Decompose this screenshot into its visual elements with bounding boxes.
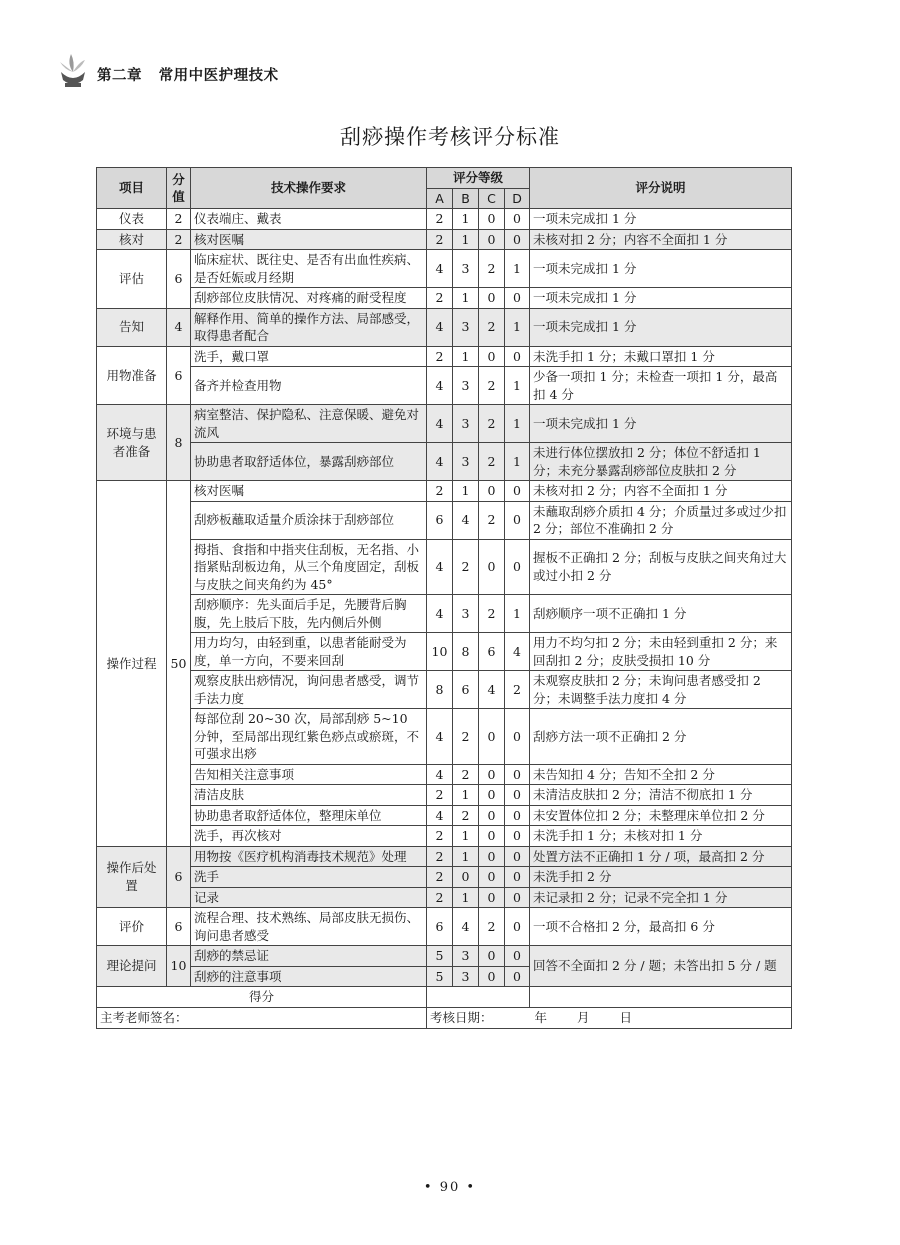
category-cell: 环境与患者准备 xyxy=(97,405,167,481)
scoring-table xyxy=(96,167,792,1029)
category-cell: 用物准备 xyxy=(97,346,167,405)
requirement-cell: 临床症状、既往史、是否有出血性疾病、是否妊娠或月经期 xyxy=(191,250,427,288)
note-cell: 未洗手扣 1 分；未核对扣 1 分 xyxy=(530,826,792,847)
page-title: 刮痧操作考核评分标准 xyxy=(340,125,560,149)
grade-cell: 1 xyxy=(453,826,479,847)
table-row xyxy=(97,887,792,908)
grade-cell: 2 xyxy=(505,671,530,709)
header-row xyxy=(97,168,792,189)
grade-cell: 1 xyxy=(453,846,479,867)
grade-cell: 3 xyxy=(453,367,479,405)
date-label: 考核日期： xyxy=(430,1010,493,1026)
requirement-cell: 核对医嘱 xyxy=(191,229,427,250)
grade-cell: 0 xyxy=(479,805,505,826)
note-cell: 未进行体位摆放扣 2 分；体位不舒适扣 1 分；未充分暴露刮痧部位皮肤扣 2 分 xyxy=(530,443,792,481)
table-row xyxy=(97,539,792,595)
grade-cell: 0 xyxy=(505,867,530,888)
note-cell: 一项不合格扣 2 分，最高扣 6 分 xyxy=(530,908,792,946)
category-cell: 操作过程 xyxy=(97,481,167,847)
grade-cell: 2 xyxy=(427,785,453,806)
note-cell: 用力不均匀扣 2 分；未由轻到重扣 2 分；来回刮扣 2 分；皮肤受损扣 10 分 xyxy=(530,633,792,671)
grade-cell: 0 xyxy=(479,481,505,502)
grade-cell: 0 xyxy=(505,209,530,230)
grade-cell: 6 xyxy=(479,633,505,671)
grade-cell: 0 xyxy=(479,846,505,867)
grade-cell: 0 xyxy=(479,785,505,806)
grade-cell: 0 xyxy=(479,887,505,908)
table-row xyxy=(97,826,792,847)
grade-cell: 3 xyxy=(453,443,479,481)
grade-cell: 2 xyxy=(453,539,479,595)
grade-cell: 0 xyxy=(479,946,505,967)
grade-cell: 5 xyxy=(427,946,453,967)
year-label: 年 xyxy=(534,1010,548,1026)
requirement-cell: 病室整洁、保护隐私、注意保暖、避免对流风 xyxy=(191,405,427,443)
header-item: 项目 xyxy=(97,168,167,209)
table-row xyxy=(97,946,792,967)
note-cell: 未记录扣 2 分；记录不完全扣 1 分 xyxy=(530,887,792,908)
note-cell: 一项未完成扣 1 分 xyxy=(530,405,792,443)
grade-cell: 0 xyxy=(505,826,530,847)
grade-cell: 3 xyxy=(453,966,479,987)
table-row xyxy=(97,846,792,867)
requirement-cell: 拇指、食指和中指夹住刮板，无名指、小指紧贴刮板边角，从三个角度固定，刮板与皮肤之间夹角约为 45° xyxy=(191,539,427,595)
grade-cell: 2 xyxy=(479,595,505,633)
grade-cell: 0 xyxy=(479,288,505,309)
note-cell: 刮痧方法一项不正确扣 2 分 xyxy=(530,709,792,765)
grade-cell: 0 xyxy=(479,346,505,367)
requirement-cell: 洗手，再次核对 xyxy=(191,826,427,847)
month-label: 月 xyxy=(577,1010,590,1026)
day-label: 日 xyxy=(619,1010,633,1026)
score-cell: 6 xyxy=(167,346,191,405)
note-cell: 一项未完成扣 1 分 xyxy=(530,308,792,346)
pot-herb-icon xyxy=(55,50,91,90)
table-row xyxy=(97,867,792,888)
table-row xyxy=(97,709,792,765)
score-cell: 4 xyxy=(167,308,191,346)
table-row xyxy=(97,250,792,288)
grade-cell: 4 xyxy=(427,367,453,405)
category-cell: 评估 xyxy=(97,250,167,309)
grade-cell: 1 xyxy=(505,443,530,481)
requirement-cell: 用力均匀，由轻到重，以患者能耐受为度，单一方向，不要来回刮 xyxy=(191,633,427,671)
requirement-cell: 洗手，戴口罩 xyxy=(191,346,427,367)
grade-cell: 0 xyxy=(453,867,479,888)
grade-cell: 6 xyxy=(427,908,453,946)
requirement-cell: 流程合理、技术熟练、局部皮肤无损伤、询问患者感受 xyxy=(191,908,427,946)
grade-cell: 0 xyxy=(479,539,505,595)
note-cell: 一项未完成扣 1 分 xyxy=(530,209,792,230)
table-row xyxy=(97,308,792,346)
grade-cell: 0 xyxy=(505,288,530,309)
grade-cell: 2 xyxy=(427,846,453,867)
note-cell: 未安置体位扣 2 分；未整理床单位扣 2 分 xyxy=(530,805,792,826)
grade-cell: 10 xyxy=(427,633,453,671)
note-cell: 未蘸取刮痧介质扣 4 分；介质量过多或过少扣 2 分；部位不准确扣 2 分 xyxy=(530,501,792,539)
total-grade-cell xyxy=(427,987,530,1008)
score-cell: 6 xyxy=(167,846,191,908)
grade-cell: 2 xyxy=(479,443,505,481)
table-row xyxy=(97,209,792,230)
grade-cell: 1 xyxy=(453,288,479,309)
grade-cell: 1 xyxy=(505,595,530,633)
table-body xyxy=(97,209,792,987)
grade-cell: 2 xyxy=(479,367,505,405)
grade-cell: 2 xyxy=(479,405,505,443)
grade-level-c: C xyxy=(479,188,505,209)
requirement-cell: 洗手 xyxy=(191,867,427,888)
grade-level-d: D xyxy=(505,188,530,209)
table-row xyxy=(97,595,792,633)
category-cell: 评价 xyxy=(97,908,167,946)
total-note-cell xyxy=(530,987,792,1008)
requirement-cell: 记录 xyxy=(191,887,427,908)
grade-cell: 6 xyxy=(453,671,479,709)
note-cell: 一项未完成扣 1 分 xyxy=(530,250,792,288)
grade-cell: 1 xyxy=(505,405,530,443)
requirement-cell: 刮痧的注意事项 xyxy=(191,966,427,987)
note-cell: 少备一项扣 1 分；未检查一项扣 1 分，最高扣 4 分 xyxy=(530,367,792,405)
grade-cell: 0 xyxy=(479,826,505,847)
grade-cell: 2 xyxy=(427,288,453,309)
requirement-cell: 告知相关注意事项 xyxy=(191,764,427,785)
grade-cell: 4 xyxy=(427,539,453,595)
grade-level-a: A xyxy=(427,188,453,209)
grade-cell: 1 xyxy=(505,250,530,288)
grade-cell: 4 xyxy=(427,805,453,826)
table-row xyxy=(97,805,792,826)
grade-cell: 3 xyxy=(453,946,479,967)
grade-cell: 0 xyxy=(479,229,505,250)
requirement-cell: 仪表端庄、戴表 xyxy=(191,209,427,230)
grade-cell: 0 xyxy=(505,887,530,908)
note-cell: 未核对扣 2 分；内容不全面扣 1 分 xyxy=(530,229,792,250)
chapter-header xyxy=(55,50,855,94)
requirement-cell: 每部位刮 20~30 次，局部刮痧 5~10 分钟，至局部出现红紫色痧点或瘀斑，不可强求出痧 xyxy=(191,709,427,765)
category-cell: 告知 xyxy=(97,308,167,346)
note-cell: 回答不全面扣 2 分 / 题；未答出扣 5 分 / 题 xyxy=(530,946,792,987)
grade-cell: 0 xyxy=(505,764,530,785)
grade-cell: 4 xyxy=(453,908,479,946)
grade-cell: 2 xyxy=(427,826,453,847)
table-row xyxy=(97,405,792,443)
grade-cell: 0 xyxy=(505,229,530,250)
grade-cell: 4 xyxy=(505,633,530,671)
table-row xyxy=(97,501,792,539)
grade-cell: 0 xyxy=(479,867,505,888)
grade-cell: 1 xyxy=(453,481,479,502)
requirement-cell: 核对医嘱 xyxy=(191,481,427,502)
table-row xyxy=(97,785,792,806)
grade-cell: 0 xyxy=(505,709,530,765)
grade-cell: 4 xyxy=(427,595,453,633)
table-row xyxy=(97,229,792,250)
requirement-cell: 刮痧部位皮肤情况、对疼痛的耐受程度 xyxy=(191,288,427,309)
note-cell: 处置方法不正确扣 1 分 / 项，最高扣 2 分 xyxy=(530,846,792,867)
grade-cell: 4 xyxy=(427,308,453,346)
grade-cell: 2 xyxy=(453,805,479,826)
requirement-cell: 协助患者取舒适体位，暴露刮痧部位 xyxy=(191,443,427,481)
grade-cell: 4 xyxy=(427,405,453,443)
score-cell: 6 xyxy=(167,250,191,309)
signature-row xyxy=(97,1008,792,1029)
grade-cell: 2 xyxy=(479,501,505,539)
grade-cell: 1 xyxy=(453,209,479,230)
requirement-cell: 用物按《医疗机构消毒技术规范》处理 xyxy=(191,846,427,867)
exam-date xyxy=(427,1008,792,1029)
grade-cell: 3 xyxy=(453,308,479,346)
grade-cell: 2 xyxy=(427,887,453,908)
grade-cell: 2 xyxy=(427,346,453,367)
note-cell: 一项未完成扣 1 分 xyxy=(530,288,792,309)
grade-cell: 1 xyxy=(453,229,479,250)
grade-cell: 3 xyxy=(453,405,479,443)
note-cell: 刮痧顺序一项不正确扣 1 分 xyxy=(530,595,792,633)
grade-cell: 2 xyxy=(479,908,505,946)
grade-cell: 2 xyxy=(453,764,479,785)
header-score: 分值 xyxy=(167,168,191,209)
grade-cell: 0 xyxy=(505,501,530,539)
grade-cell: 0 xyxy=(479,966,505,987)
note-cell: 未洗手扣 2 分 xyxy=(530,867,792,888)
note-cell: 未核对扣 2 分；内容不全面扣 1 分 xyxy=(530,481,792,502)
grade-cell: 2 xyxy=(427,481,453,502)
requirement-cell: 协助患者取舒适体位，整理床单位 xyxy=(191,805,427,826)
grade-cell: 2 xyxy=(453,709,479,765)
total-label: 得分 xyxy=(97,987,427,1008)
requirement-cell: 刮痧板蘸取适量介质涂抹于刮痧部位 xyxy=(191,501,427,539)
grade-cell: 4 xyxy=(427,764,453,785)
examiner-label: 主考老师签名： xyxy=(100,1010,188,1026)
grade-cell: 1 xyxy=(505,308,530,346)
table-row xyxy=(97,288,792,309)
examiner-signature xyxy=(97,1008,427,1029)
header-note: 评分说明 xyxy=(530,168,792,209)
grade-cell: 0 xyxy=(505,966,530,987)
grade-cell: 4 xyxy=(427,709,453,765)
grade-cell: 0 xyxy=(505,481,530,502)
score-cell: 10 xyxy=(167,946,191,987)
header-requirement: 技术操作要求 xyxy=(191,168,427,209)
grade-cell: 3 xyxy=(453,250,479,288)
grade-cell: 1 xyxy=(453,785,479,806)
requirement-cell: 清洁皮肤 xyxy=(191,785,427,806)
table-row xyxy=(97,346,792,367)
grade-cell: 2 xyxy=(479,250,505,288)
grade-cell: 8 xyxy=(453,633,479,671)
score-cell: 2 xyxy=(167,229,191,250)
requirement-cell: 观察皮肤出痧情况，询问患者感受，调节手法力度 xyxy=(191,671,427,709)
grade-cell: 0 xyxy=(479,764,505,785)
grade-cell: 0 xyxy=(479,709,505,765)
grade-cell: 0 xyxy=(505,846,530,867)
header-grade: 评分等级 xyxy=(427,168,530,189)
grade-level-b: B xyxy=(453,188,479,209)
category-cell: 核对 xyxy=(97,229,167,250)
grade-cell: 1 xyxy=(453,346,479,367)
grade-cell: 2 xyxy=(427,867,453,888)
category-cell: 仪表 xyxy=(97,209,167,230)
table-row xyxy=(97,367,792,405)
note-cell: 未洗手扣 1 分；未戴口罩扣 1 分 xyxy=(530,346,792,367)
grade-cell: 4 xyxy=(427,250,453,288)
grade-cell: 2 xyxy=(427,209,453,230)
score-cell: 8 xyxy=(167,405,191,481)
grade-cell: 0 xyxy=(505,805,530,826)
category-cell: 理论提问 xyxy=(97,946,167,987)
page-number: • 90 • xyxy=(423,1180,477,1195)
grade-cell: 0 xyxy=(505,908,530,946)
grade-cell: 0 xyxy=(505,946,530,967)
grade-cell: 0 xyxy=(479,209,505,230)
category-cell: 操作后处置 xyxy=(97,846,167,908)
note-cell: 未告知扣 4 分；告知不全扣 2 分 xyxy=(530,764,792,785)
requirement-cell: 备齐并检查用物 xyxy=(191,367,427,405)
chapter-title: 第二章 常用中医护理技术 xyxy=(97,68,279,84)
grade-cell: 0 xyxy=(505,785,530,806)
table-row xyxy=(97,481,792,502)
grade-cell: 5 xyxy=(427,966,453,987)
requirement-cell: 刮痧的禁忌证 xyxy=(191,946,427,967)
grade-cell: 2 xyxy=(479,308,505,346)
grade-cell: 4 xyxy=(453,501,479,539)
score-cell: 2 xyxy=(167,209,191,230)
grade-cell: 4 xyxy=(427,443,453,481)
grade-cell: 1 xyxy=(453,887,479,908)
requirement-cell: 解释作用、简单的操作方法、局部感受，取得患者配合 xyxy=(191,308,427,346)
requirement-cell: 刮痧顺序：先头面后手足，先腰背后胸腹，先上肢后下肢，先内侧后外侧 xyxy=(191,595,427,633)
table-row xyxy=(97,671,792,709)
grade-cell: 8 xyxy=(427,671,453,709)
table-row xyxy=(97,908,792,946)
note-cell: 未清洁皮肤扣 2 分；清洁不彻底扣 1 分 xyxy=(530,785,792,806)
grade-cell: 3 xyxy=(453,595,479,633)
grade-cell: 6 xyxy=(427,501,453,539)
grade-cell: 0 xyxy=(505,346,530,367)
note-cell: 握板不正确扣 2 分；刮板与皮肤之间夹角过大或过小扣 2 分 xyxy=(530,539,792,595)
grade-cell: 2 xyxy=(427,229,453,250)
table-row xyxy=(97,764,792,785)
score-cell: 50 xyxy=(167,481,191,847)
grade-cell: 4 xyxy=(479,671,505,709)
table-row xyxy=(97,633,792,671)
note-cell: 未观察皮肤扣 2 分；未询问患者感受扣 2 分；未调整手法力度扣 4 分 xyxy=(530,671,792,709)
table-row xyxy=(97,443,792,481)
grade-cell: 0 xyxy=(505,539,530,595)
grade-cell: 1 xyxy=(505,367,530,405)
score-cell: 6 xyxy=(167,908,191,946)
total-row xyxy=(97,987,792,1008)
